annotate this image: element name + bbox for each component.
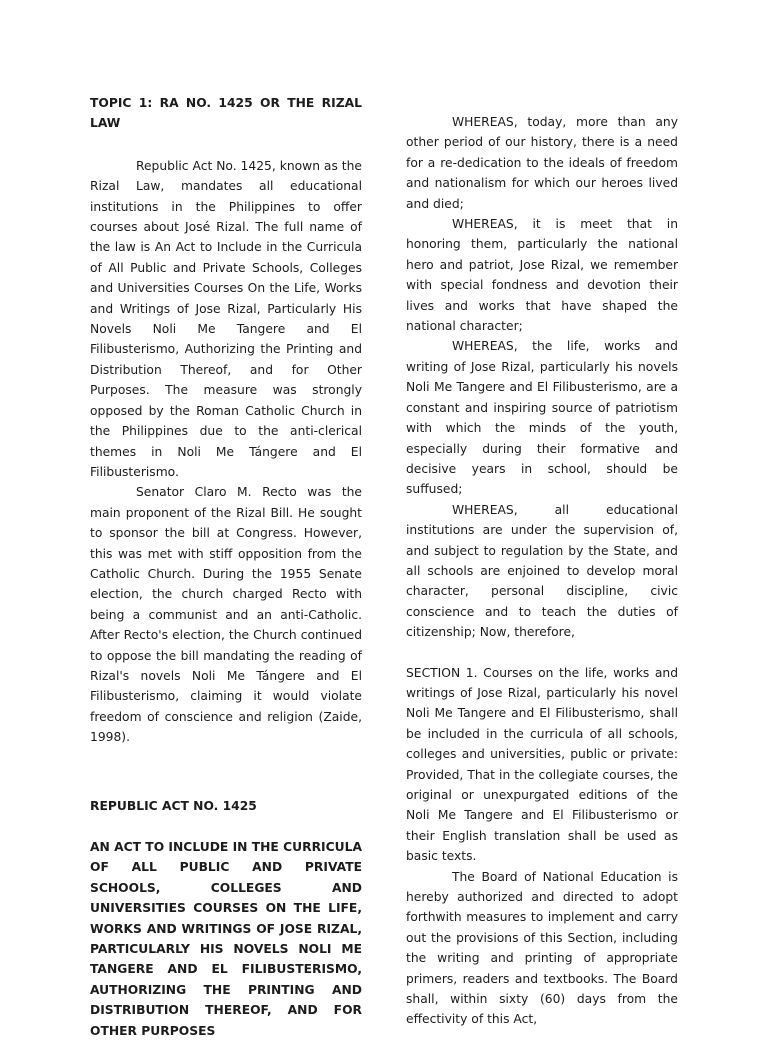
whereas-clause-1: WHEREAS, today, more than any other period of our history, there is a need for a re-dedication to the ideals of freedom and nationalism for which our heroes lived and died; xyxy=(406,115,678,211)
republic-act-heading: REPUBLIC ACT NO. 1425 xyxy=(90,798,257,813)
act-title: AN ACT TO INCLUDE IN THE CURRICULA OF ALL PUBLIC AND PRIVATE SCHOOLS, COLLEGES AND UNIVERSITIES COURSES ON THE LIFE, WORKS AND WRITINGS OF JOSE RIZAL, PARTICULARLY HIS NOVELS NOLI ME TANGERE AND EL FILIBUSTERISMO, AUTHORIZING THE PRINTING AND DISTRIBUTION THEREOF, AND FOR OTHER PURPOSES xyxy=(90,840,362,1038)
intro-paragraph: Republic Act No. 1425, known as the Rizal Law, mandates all educational institutions in the Philippines to offer courses about José Rizal. The full name of the law is An Act to Include in the Curricula of All Public and Private Schools, Colleges and Universities Courses On the Life, Works and Writings of Jose Rizal, Particularly His Novels Noli Me Tangere and El Filibusterismo, Authorizing the Printing and Distribution Thereof, and for Other Purposes. The measure was strongly opposed by the Roman Catholic Church in the Philippines due to the anti-clerical themes in Noli Me Tángere and El Filibusterismo. xyxy=(90,158,362,479)
right-column xyxy=(406,0,678,1030)
left-column xyxy=(90,0,362,1041)
section-1: SECTION 1. Courses on the life, works and writings of Jose Rizal, particularly his novel Noli Me Tangere and El Filibusterismo, shall be included in the curricula of all schools, colleges and universities, public or private: Provided, That in the collegiate courses, the original or unexpurgated editions of the Noli Me Tangere and El Filibusterismo or their English translation shall be used as basic texts. xyxy=(406,665,678,864)
topic-heading: TOPIC 1: RA NO. 1425 OR THE RIZAL LAW xyxy=(90,96,362,131)
whereas-clause-3: WHEREAS, the life, works and writing of Jose Rizal, particularly his novels Noli Me Tangere and El Filibusterismo, are a constant and inspiring source of patriotism with which the minds of the youth, especially during their formative and decisive years in school, should be suffused; xyxy=(406,339,678,497)
board-paragraph: The Board of National Education is hereby authorized and directed to adopt forthwith measures to implement and carry out the provisions of this Section, including the writing and printing of appropriate primers, readers and textbooks. The Board shall, within sixty (60) days from the effectivity of this Act, xyxy=(406,869,678,1027)
whereas-clause-4: WHEREAS, all educational institutions are under the supervision of, and subject to regulation by the State, and all schools are enjoined to develop moral character, personal discipline, civic conscience and to teach the duties of citizenship; Now, therefore, xyxy=(406,502,678,640)
recto-paragraph: Senator Claro M. Recto was the main proponent of the Rizal Bill. He sought to sponsor the bill at Congress. However, this was met with stiff opposition from the Catholic Church. During the 1955 Senate election, the church charged Recto with being a communist and an anti-Catholic. After Recto's election, the Church continued to oppose the bill mandating the reading of Rizal's novels Noli Me Tángere and El Filibusterismo, claiming it would violate freedom of conscience and religion (Zaide, 1998). xyxy=(90,485,362,745)
whereas-clause-2: WHEREAS, it is meet that in honoring them, particularly the national hero and patriot, Jose Rizal, we remember with special fondness and devotion their lives and works that have shaped the national character; xyxy=(406,217,678,334)
